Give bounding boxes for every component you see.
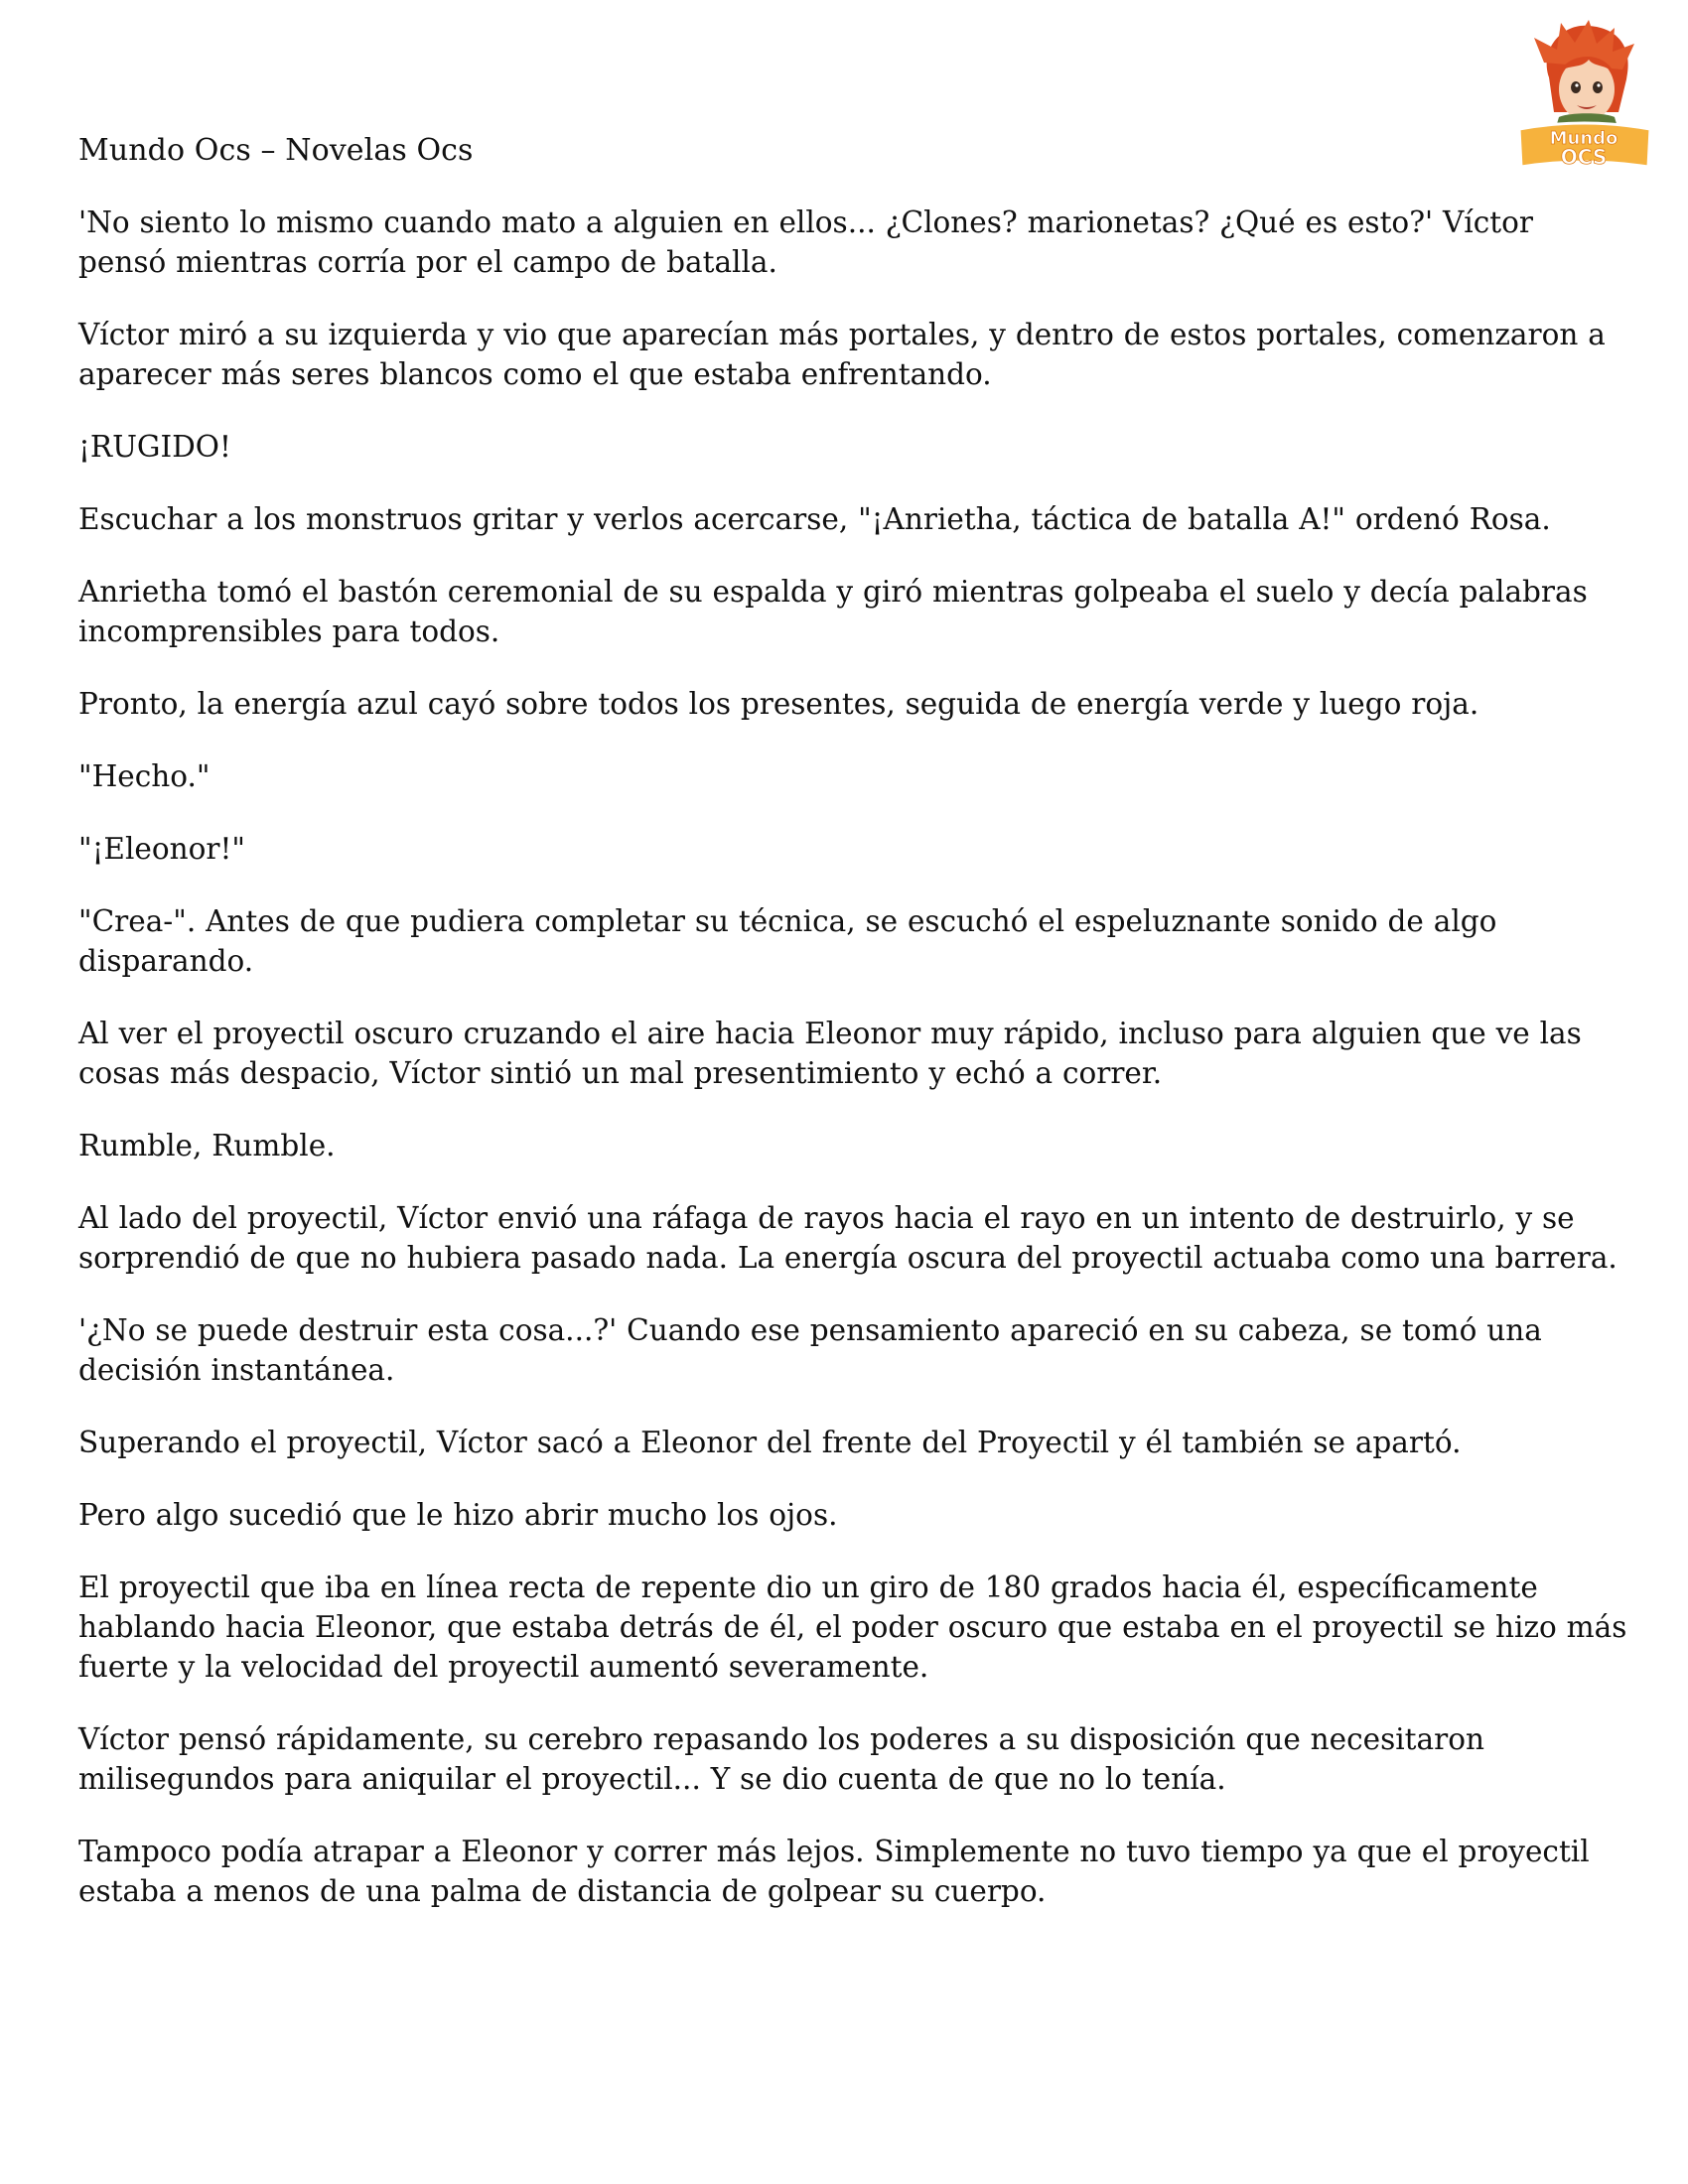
document-header: Mundo Ocs – Novelas Ocs [78, 133, 474, 168]
paragraph: Pronto, la energía azul cayó sobre todos los presentes, seguida de energía verde y luego roja. [78, 687, 1479, 721]
mascot-logo-icon [1509, 18, 1658, 177]
paragraph: "Crea-". Antes de que pudiera completar su técnica, se escuchó el espeluznante sonido de algo disparando. [78, 904, 1497, 978]
paragraph: Rumble, Rumble. [78, 1129, 336, 1162]
paragraph: Superando el proyectil, Víctor sacó a Eleonor del frente del Proyectil y él también se apartó. [78, 1426, 1462, 1459]
paragraph: "¡Eleonor!" [78, 832, 245, 866]
paragraph: Escuchar a los monstruos gritar y verlos acercarse, "¡Anrietha, táctica de batalla A!" ordenó Rosa. [78, 502, 1551, 536]
svg-text:Mundo: Mundo [1549, 128, 1618, 149]
paragraph: 'No siento lo mismo cuando mato a alguien en ellos... ¿Clones? marionetas? ¿Qué es esto?' Víctor pensó mientras corría por el campo de batalla. [78, 205, 1533, 279]
paragraph: Al lado del proyectil, Víctor envió una ráfaga de rayos hacia el rayo en un intento de destruirlo, y se sorprendió de que no hubiera pasado nada. La energía oscura del proyectil actuaba como una barrera. [78, 1201, 1618, 1275]
paragraph: El proyectil que iba en línea recta de repente dio un giro de 180 grados hacia él, específicamente hablando hacia Eleonor, que estaba detrás de él, el poder oscuro que estaba en el proyectil se hizo más fuerte y la velocidad del proyectil aumentó severamente. [78, 1570, 1627, 1684]
svg-text:OCS: OCS [1560, 145, 1608, 169]
paragraph: Anrietha tomó el bastón ceremonial de su espalda y giró mientras golpeaba el suelo y decía palabras incomprensibles para todos. [78, 575, 1588, 648]
paragraph: "Hecho." [78, 759, 211, 793]
paragraph: Víctor pensó rápidamente, su cerebro repasando los poderes a su disposición que necesitaron milisegundos para aniquilar el proyectil... Y se dio cuenta de que no lo tenía. [78, 1722, 1484, 1796]
paragraph: Al ver el proyectil oscuro cruzando el aire hacia Eleonor muy rápido, incluso para alguien que ve las cosas más despacio, Víctor sintió un mal presentimiento y echó a correr. [78, 1017, 1582, 1090]
paragraph: ¡RUGIDO! [78, 430, 231, 464]
paragraph: Pero algo sucedió que le hizo abrir mucho los ojos. [78, 1498, 838, 1532]
mundo-ocs-logo [1509, 18, 1658, 177]
paragraph: '¿No se puede destruir esta cosa...?' Cuando ese pensamiento apareció en su cabeza, se tomó una decisión instantánea. [78, 1313, 1542, 1387]
paragraph: Víctor miró a su izquierda y vio que aparecían más portales, y dentro de estos portales, comenzaron a aparecer más seres blancos como el que estaba enfrentando. [78, 318, 1606, 391]
paragraph: Tampoco podía atrapar a Eleonor y correr más lejos. Simplemente no tuvo tiempo ya que el proyectil estaba a menos de una palma de distancia de golpear su cuerpo. [78, 1835, 1590, 1908]
document-body [78, 203, 1627, 1944]
